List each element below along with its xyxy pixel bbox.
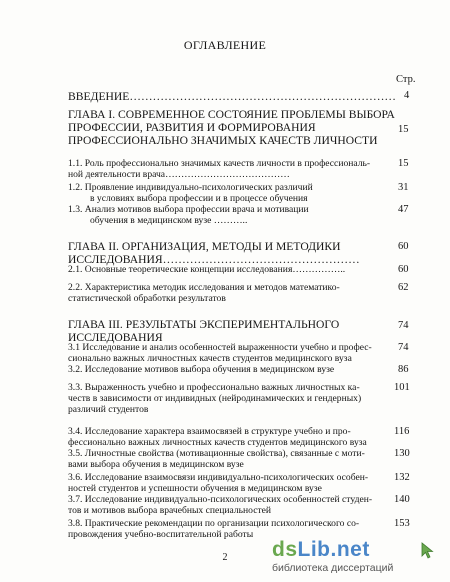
toc-line: сионально важных личностных качеств студентов медицинского вуза bbox=[68, 353, 352, 364]
toc-page: 60 bbox=[398, 264, 409, 275]
toc-page: 31 bbox=[398, 182, 409, 193]
page-column-header: Стр. bbox=[396, 74, 416, 85]
toc-line: ИССЛЕДОВАНИЯ bbox=[68, 331, 163, 344]
toc-page: 116 bbox=[394, 426, 410, 437]
toc-line: 3.8. Практические рекомендации по организации психологического со- bbox=[68, 518, 360, 529]
toc-line: 2.1. Основные теоретические концепции исследования…………….. bbox=[68, 264, 346, 275]
toc-line: 3.3. Выраженность учебно и профессионально важных личностных ка- bbox=[68, 382, 360, 393]
toc-line: 1.3. Анализ мотивов выбора профессии врача и мотивации bbox=[68, 204, 309, 215]
toc-page: 130 bbox=[394, 448, 410, 459]
watermark bbox=[268, 538, 440, 576]
toc-line: ной деятельности врача………………………………… bbox=[68, 169, 290, 180]
toc-line: фессионально важных личностных качеств студентов медицинского вуза bbox=[68, 437, 367, 448]
toc-page: 140 bbox=[394, 494, 410, 505]
toc-line: тов и мотивов выбора врачебных специальностей bbox=[68, 505, 272, 516]
toc-line: 3.1 Исследование и анализ особенностей выраженности учебно и профес- bbox=[68, 342, 372, 353]
toc-page: 74 bbox=[398, 342, 409, 353]
toc-line: честв в зависимости от индивидных (нейродинамических и гендерных) bbox=[68, 393, 362, 404]
toc-line: обучения в медицинском вузе ……….. bbox=[90, 215, 248, 226]
toc-line: 3.4. Исследование характера взаимосвязей в структуре учебно и про- bbox=[68, 426, 351, 437]
toc-line: 3.2. Исследование мотивов выбора обучения в медицинском вузе bbox=[68, 364, 335, 375]
toc-line: 1.2. Проявление индивидуально-психологических различий bbox=[68, 182, 313, 193]
toc-line: 2.2. Характеристика методик исследования и методов математико- bbox=[68, 282, 340, 293]
toc-line: 3.6. Исследование взаимосвязи индивидуально-психологических особен- bbox=[68, 472, 369, 483]
toc-line: ВВЕДЕНИЕ…………………………………………………………… bbox=[68, 90, 397, 103]
toc-line: ГЛАВА III. РЕЗУЛЬТАТЫ ЭКСПЕРИМЕНТАЛЬНОГО bbox=[68, 318, 340, 331]
toc-line: провождения учебно-воспитательной работы bbox=[68, 529, 254, 540]
toc-line: ИССЛЕДОВАНИЯ…………………………………………… bbox=[68, 253, 360, 266]
page-number: 2 bbox=[222, 552, 228, 563]
toc-page: 132 bbox=[394, 472, 410, 483]
watermark-logo: dsLib.net bbox=[272, 538, 370, 561]
cursor-icon bbox=[420, 542, 436, 560]
page-title: ОГЛАВЛЕНИЕ bbox=[183, 38, 267, 52]
toc-page: 4 bbox=[404, 90, 410, 101]
toc-page: 15 bbox=[398, 158, 409, 169]
toc-line: 1.1. Роль профессионально значимых качеств личности в профессиональ- bbox=[68, 158, 371, 169]
toc-page: 153 bbox=[394, 518, 410, 529]
toc-page: 60 bbox=[398, 241, 409, 252]
toc-page: 47 bbox=[398, 204, 409, 215]
toc-page: 15 bbox=[398, 124, 409, 135]
toc-line: 3.5. Личностные свойства (мотивационные свойства), связанные с моти- bbox=[68, 448, 365, 459]
watermark-tagline: библиотека диссертаций bbox=[272, 562, 394, 574]
toc-page: 86 bbox=[398, 364, 409, 375]
toc-line: ГЛАВА II. ОРГАНИЗАЦИЯ, МЕТОДЫ И МЕТОДИКИ bbox=[68, 240, 341, 253]
toc-line: различий студентов bbox=[68, 404, 149, 415]
toc-line: 3.7. Исследование индивидуально-психологических особенностей студен- bbox=[68, 494, 373, 505]
toc-line: ностей студентов и успешности обучения в медицинском вузе bbox=[68, 483, 322, 494]
toc-line: в условиях выбора профессии и в процессе обучения bbox=[90, 193, 308, 204]
toc-line: статистической обработки результатов bbox=[68, 293, 226, 304]
toc-line: ПРОФЕССИИ, РАЗВИТИЯ И ФОРМИРОВАНИЯ bbox=[68, 121, 316, 134]
toc-line: ПРОФЕССИОНАЛЬНО ЗНАЧИМЫХ КАЧЕСТВ ЛИЧНОСТИ bbox=[68, 134, 378, 147]
toc-page: 74 bbox=[398, 320, 409, 331]
toc-page: 62 bbox=[398, 282, 409, 293]
toc-line: вами выбора обучения в медицинском вузе bbox=[68, 459, 244, 470]
toc-page: 101 bbox=[394, 382, 410, 393]
toc-line: ГЛАВА I. СОВРЕМЕННОЕ СОСТОЯНИЕ ПРОБЛЕМЫ ВЫБОРА bbox=[68, 108, 395, 121]
